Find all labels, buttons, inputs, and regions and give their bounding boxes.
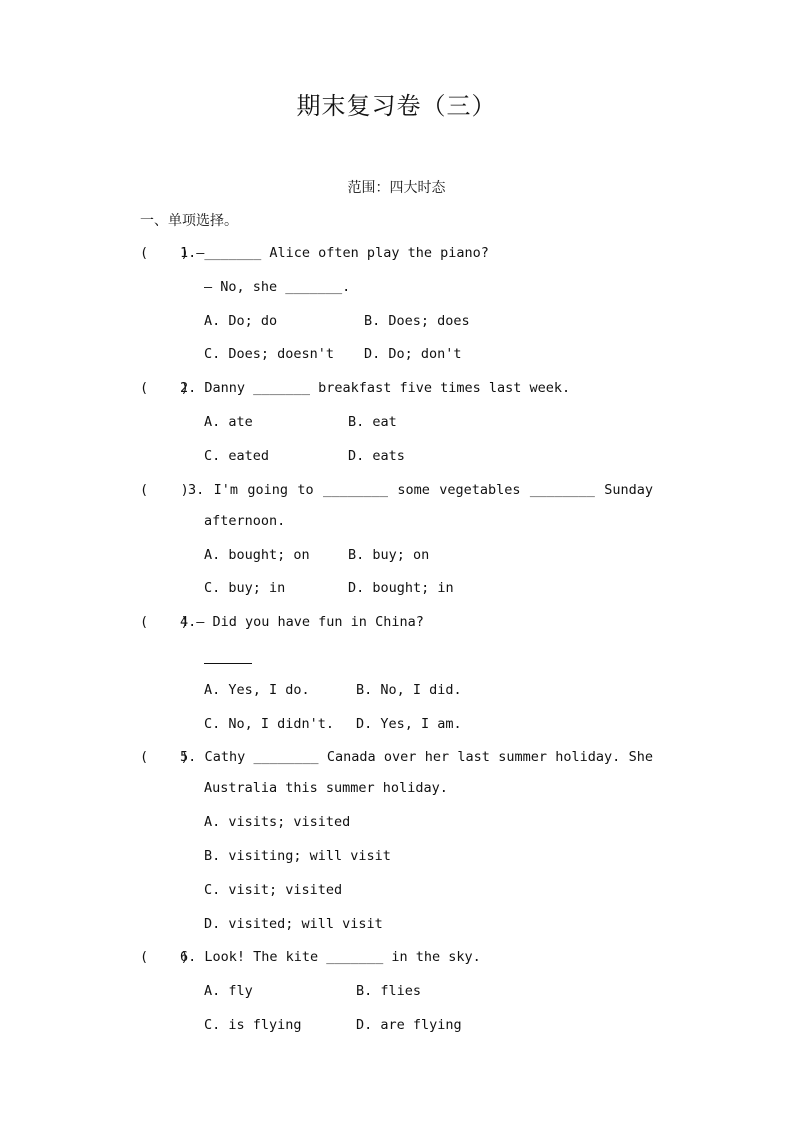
- option-a: A. bought; on: [204, 547, 310, 563]
- option-b: B. eat: [348, 414, 397, 430]
- option-c: C. No, I didn't.: [204, 716, 335, 732]
- option-b: B. visiting; will visit: [204, 848, 391, 864]
- option-a: A. ate: [204, 414, 253, 430]
- answer-blank[interactable]: [204, 663, 252, 664]
- question-stem: 2. Danny _______ breakfast five times last week.: [180, 380, 571, 396]
- answer-paren[interactable]: ( ): [140, 380, 189, 396]
- option-b: B. flies: [356, 983, 422, 999]
- question-stem-continued: Australia this summer holiday.: [204, 780, 448, 796]
- option-d: D. Yes, I am.: [356, 716, 462, 732]
- question-stem-continued: — No, she _______.: [204, 279, 351, 295]
- answer-paren[interactable]: ( ): [140, 614, 189, 630]
- option-c: C. is flying: [204, 1017, 302, 1033]
- answer-paren[interactable]: ( ): [140, 749, 189, 765]
- option-d: D. Do; don't: [364, 346, 462, 362]
- option-b: B. buy; on: [348, 547, 430, 563]
- option-a: A. Do; do: [204, 313, 278, 329]
- option-d: D. bought; in: [348, 580, 454, 596]
- option-d: D. eats: [348, 448, 405, 464]
- question-stem-continued: afternoon.: [204, 513, 286, 529]
- question-stem: 1.—_______ Alice often play the piano?: [180, 245, 489, 261]
- answer-paren[interactable]: ( ): [140, 482, 189, 498]
- option-d: D. are flying: [356, 1017, 462, 1033]
- option-b: B. Does; does: [364, 313, 470, 329]
- answer-paren[interactable]: ( ): [140, 949, 189, 965]
- page-title: 期末复习卷（三）: [296, 92, 497, 120]
- option-c: C. eated: [204, 448, 270, 464]
- question-stem: 4.— Did you have fun in China?: [180, 614, 424, 630]
- option-c: C. visit; visited: [204, 882, 343, 898]
- question-stem: 3. I'm going to ________ some vegetables ________ Sunday: [188, 482, 653, 498]
- option-a: A. Yes, I do.: [204, 682, 310, 698]
- question-stem: 5. Cathy ________ Canada over her last summer holiday. She: [180, 749, 653, 765]
- option-d: D. visited; will visit: [204, 916, 383, 932]
- option-a: A. fly: [204, 983, 253, 999]
- answer-paren[interactable]: ( ): [140, 245, 189, 261]
- option-c: C. buy; in: [204, 580, 286, 596]
- scope-subtitle: 范围：四大时态: [347, 180, 446, 196]
- section-heading: 一、单项选择。: [140, 213, 238, 229]
- option-a: A. visits; visited: [204, 814, 351, 830]
- option-c: C. Does; doesn't: [204, 346, 335, 362]
- option-b: B. No, I did.: [356, 682, 462, 698]
- question-stem: 6. Look! The kite _______ in the sky.: [180, 949, 481, 965]
